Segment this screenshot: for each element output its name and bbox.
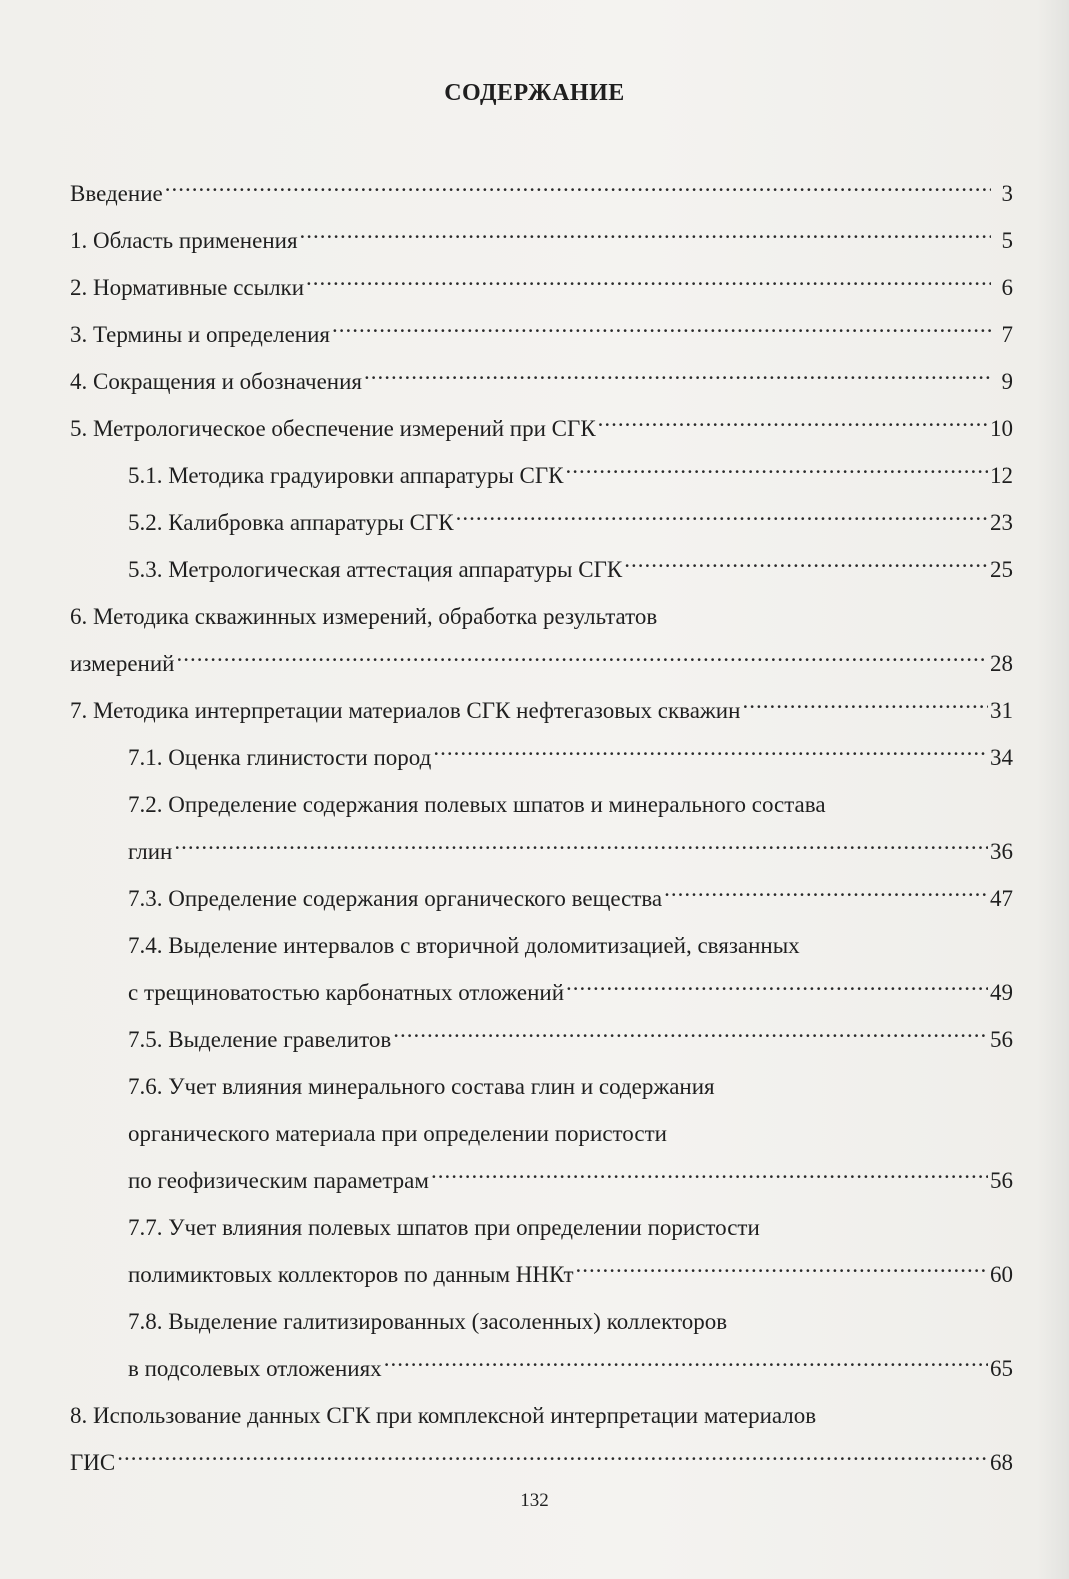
toc-entry-text: 7.1. Оценка глинистости пород — [128, 745, 432, 770]
dot-leader — [165, 181, 991, 201]
toc-entry — [70, 499, 1013, 546]
dot-leader — [456, 510, 988, 530]
toc-entry — [70, 828, 1013, 875]
toc-entry-page: 25 — [990, 557, 1013, 582]
toc-entry — [70, 1157, 1013, 1204]
toc-entry-text: Введение — [70, 181, 163, 206]
toc-entry-page: 65 — [990, 1356, 1013, 1381]
toc-entry-page: 56 — [990, 1168, 1013, 1193]
dot-leader — [300, 228, 991, 248]
dot-leader — [598, 416, 988, 436]
toc-entry-page: 56 — [990, 1027, 1013, 1052]
dot-leader — [306, 275, 991, 295]
dot-leader — [566, 463, 988, 483]
toc-entry-page: 60 — [990, 1262, 1013, 1287]
toc-entry — [70, 311, 1013, 358]
toc-entry — [70, 969, 1013, 1016]
toc-entry — [70, 1016, 1013, 1063]
toc-entry — [70, 640, 1013, 687]
toc-entry — [70, 1251, 1013, 1298]
toc-entry-page: 49 — [990, 980, 1013, 1005]
page-number: 132 — [520, 1490, 549, 1511]
toc-entry-text: 7.8. Выделение галитизированных (засоленных) коллекторов — [128, 1309, 728, 1334]
toc-entry-page: 9 — [1001, 369, 1013, 394]
dot-leader — [624, 557, 988, 577]
toc-entry-page: 3 — [1001, 181, 1013, 206]
toc-entry — [70, 781, 1013, 828]
toc-entry — [70, 217, 1013, 264]
dot-leader — [384, 1356, 988, 1376]
toc-entry-page: 28 — [990, 651, 1013, 676]
toc-entry — [70, 170, 1013, 217]
toc-entry-text: 7. Методика интерпретации материалов СГК нефтегазовых скважин — [70, 698, 741, 723]
dot-leader — [664, 886, 988, 906]
toc-entry-text: 1. Область применения — [70, 228, 298, 253]
toc-entry-page: 23 — [990, 510, 1013, 535]
toc-entry-text: глин — [128, 839, 173, 864]
toc-entry — [70, 264, 1013, 311]
dot-leader — [742, 698, 988, 718]
dot-leader — [176, 651, 988, 671]
dot-leader — [332, 322, 991, 342]
toc-entry-text: по геофизическим параметрам — [128, 1168, 429, 1193]
dot-leader — [117, 1450, 988, 1470]
dot-leader — [431, 1168, 988, 1188]
page-title: СОДЕРЖАНИЕ — [444, 80, 625, 106]
toc-entry — [70, 687, 1013, 734]
toc-entry — [70, 1392, 1013, 1439]
toc-entry — [70, 1439, 1013, 1486]
toc-entry-text: ГИС — [70, 1450, 116, 1475]
toc-entry-page: 34 — [990, 745, 1013, 770]
toc-entry-text: 3. Термины и определения — [70, 322, 330, 347]
toc-entry-text: 5. Метрологическое обеспечение измерений при СГК — [70, 416, 596, 441]
toc-entry — [70, 593, 1013, 640]
dot-leader — [174, 839, 988, 859]
toc-entry-page: 10 — [990, 416, 1013, 441]
toc-entry-page: 6 — [1001, 275, 1013, 300]
toc-entry — [70, 1063, 1013, 1110]
toc-entry-text: в подсолевых отложениях — [128, 1356, 382, 1381]
toc-entry-text: 7.3. Определение содержания органического вещества — [128, 886, 663, 911]
toc-entry — [70, 405, 1013, 452]
toc-entry-text: 7.7. Учет влияния полевых шпатов при определении пористости — [128, 1215, 760, 1240]
toc-entry-text: полимиктовых коллекторов по данным ННКт — [128, 1262, 574, 1287]
toc-entry-text: 2. Нормативные ссылки — [70, 275, 305, 300]
toc-entry-page: 36 — [990, 839, 1013, 864]
toc-entry — [70, 922, 1013, 969]
toc-entry-page: 47 — [990, 886, 1013, 911]
dot-leader — [364, 369, 991, 389]
toc-entry-text: 8. Использование данных СГК при комплексной интерпретации материалов — [70, 1403, 817, 1428]
toc-entry-text: измерений — [70, 651, 175, 676]
toc-entry-page: 5 — [1001, 228, 1013, 253]
toc-entry-text: с трещиноватостью карбонатных отложений — [128, 980, 565, 1005]
toc-entry-text: 5.3. Метрологическая аттестация аппаратуры СГК — [128, 557, 623, 582]
toc-entry-text: 5.1. Методика градуировки аппаратуры СГК — [128, 463, 564, 488]
toc-entry-text: 7.5. Выделение гравелитов — [128, 1027, 392, 1052]
toc-entry-text: органического материала при определении пористости — [128, 1121, 667, 1146]
toc-entry-page: 31 — [990, 698, 1013, 723]
toc-entry-text: 5.2. Калибровка аппаратуры СГК — [128, 510, 454, 535]
toc-entry — [70, 452, 1013, 499]
toc-entry — [70, 546, 1013, 593]
table-of-contents — [70, 170, 1013, 1486]
toc-entry — [70, 358, 1013, 405]
toc-entry-page: 12 — [990, 463, 1013, 488]
dot-leader — [576, 1262, 988, 1282]
toc-entry-text: 6. Методика скважинных измерений, обработка результатов — [70, 604, 658, 629]
toc-entry — [70, 1345, 1013, 1392]
toc-entry — [70, 1298, 1013, 1345]
toc-entry — [70, 734, 1013, 781]
toc-entry-text: 7.6. Учет влияния минерального состава глин и содержания — [128, 1074, 715, 1099]
toc-entry-text: 7.2. Определение содержания полевых шпатов и минерального состава — [128, 792, 826, 817]
toc-entry — [70, 1204, 1013, 1251]
toc-entry-page: 7 — [1001, 322, 1013, 347]
toc-entry-text: 7.4. Выделение интервалов с вторичной доломитизацией, связанных — [128, 933, 800, 958]
dot-leader — [566, 980, 988, 1000]
toc-entry-text: 4. Сокращения и обозначения — [70, 369, 363, 394]
toc-entry — [70, 875, 1013, 922]
toc-entry — [70, 1110, 1013, 1157]
dot-leader — [433, 745, 988, 765]
dot-leader — [393, 1027, 988, 1047]
toc-entry-page: 68 — [990, 1450, 1013, 1475]
